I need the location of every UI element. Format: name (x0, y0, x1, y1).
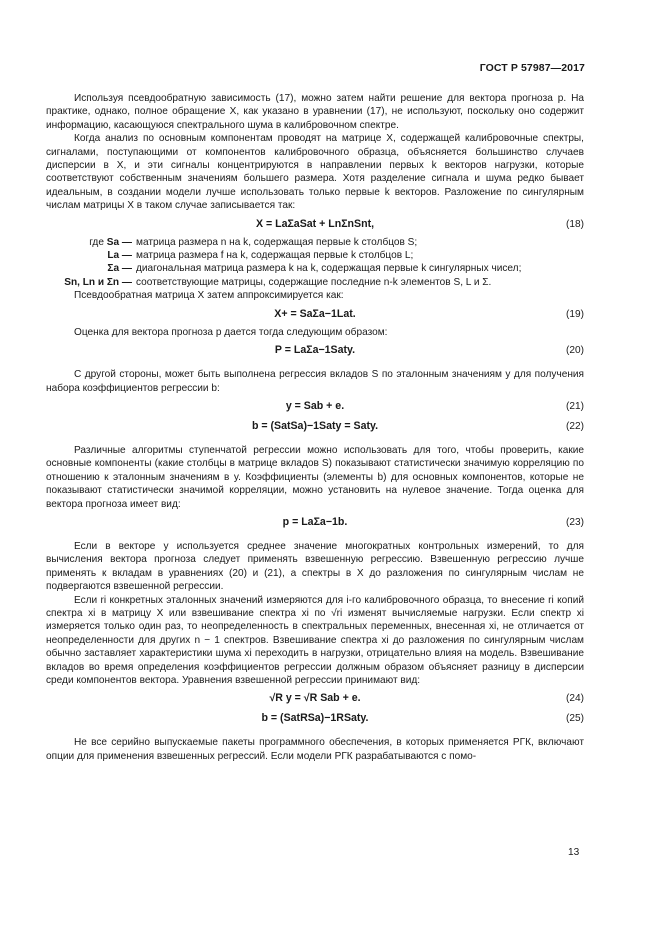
paragraph: Не все серийно выпускаемые пакеты программного обеспечения, в которых применяется РГК, включают опции для применения взвешенных регрессий. Если модели РГК разрабатываются с помо- (46, 737, 584, 762)
definition-text: матрица размера f на k, содержащая первые k столбцов L; (136, 250, 414, 262)
definition-row (46, 262, 584, 275)
equation-number: (21) (566, 400, 584, 412)
paragraph: Различные алгоритмы ступенчатой регрессии можно использовать для того, чтобы проверить, какие основные компоненты (какие столбцы в матрице вкладов S) показывают статистически значимую корреляцию по отношению к эталонным значениям в y. Коэффициенты (элементы b) для основных компонентов, которые не показывают статистически значимой корреляции, можно установить на нулевое значение. Тогда оценка для вектора прогноза имеет вид: (46, 444, 584, 510)
equation-body: y = Sab + e. (285, 399, 345, 412)
paragraph: Когда анализ по основным компонентам проводят на матрице X, содержащей калибровочные спектры, сигналами, поступающими от компонентов калибровочного образца, объясняется большинство случаев дисперсии в X, и эти сигналы концентрируются в направлении первых k векторов нагрузки, которые соответствуют собственным значениям большего размера. Хотя разделение сигнала и шума редко бывает идеальным, в создании модели лучше использовать только первые k векторов. Разложение по сингулярным числам матрицы X в таком случае записывается так: (46, 133, 584, 212)
document-code: ГОСТ Р 57987—2017 (479, 62, 585, 74)
definition-symbol-text: La — (107, 250, 132, 262)
paragraph: Оценка для вектора прогноза p дается тогда следующим образом: (74, 326, 388, 338)
definition-text: соответствующие матрицы, содержащие последние n-k элементов S, L и Σ. (136, 276, 492, 288)
definition-symbol (46, 236, 136, 249)
definition-row (46, 236, 584, 249)
paragraph: Используя псевдообратную зависимость (17), можно затем найти решение для вектора прогноза p. На практике, однако, полное обращение X, как указано в уравнении (17), не используют, поскольку оно содержит информацию, касающуюся спектрального шума в калибровочном спектре. (46, 93, 584, 131)
equation-body: p = LaΣa−1b. (282, 515, 348, 528)
equation-body: b = (SatSa)−1Saty = Saty. (251, 419, 379, 432)
equation-25 (46, 710, 584, 727)
page-body (46, 92, 584, 763)
definition-text: матрица размера n на k, содержащая первые k столбцов S; (136, 236, 418, 248)
equation-23 (46, 514, 584, 531)
equation-body: X+ = SaΣa−1Lat. (274, 307, 356, 320)
definition-symbol (46, 262, 136, 275)
paragraph: С другой стороны, может быть выполнена регрессия вкладов S по эталонным значениям y для получения набора коэффициентов регрессии b: (46, 369, 584, 394)
definition-symbol (46, 249, 136, 262)
paragraph: Псевдообратная матрица X затем аппроксимируется как: (74, 290, 344, 302)
defs-intro: где (89, 236, 104, 248)
equation-22 (46, 418, 584, 435)
equation-19 (46, 306, 584, 323)
equation-20 (46, 342, 584, 359)
page-number: 13 (568, 847, 580, 858)
definition-row (46, 276, 584, 289)
equation-18 (46, 216, 584, 233)
paragraph: Если ri конкретных эталонных значений измеряются для i-го калибровочного образца, то внесение ri копий спектра xi в матрицу X или взвешивание спектра xi по √ri изменят вычисляемые нагрузки. Если спектр xi измеряется только один раз, то неопределенность в спектральных переменных, внесенная xi, не отличается от неопределенности для других n − 1 спектров. Взвешивание спектра xi до разложения по сингулярным числам обычно заставляет характеристики шума xi переходить в нагрузки, отрицательно влияя на модель. Взвешивание вкладов во время определения коэффициентов регрессии должным образом объясняет разницу в дисперсии среди компонентов вектора. Уравнения взвешенной регрессии принимают вид: (46, 594, 584, 686)
equation-body: P = LaΣa−1Saty. (274, 344, 356, 357)
paragraph: Если в векторе y используется среднее значение многократных контрольных измерений, то для вычисления вектора прогноза следует применять взвешенную регрессию. Взвешенную регрессию лучше применять к вкладам в уравнениях (20) и (21), а спектры в X до разложения по сингулярным числам не подвергаются взвешенной регрессии. (46, 540, 584, 593)
definition-symbol-text: Sa — (106, 236, 132, 248)
equation-number: (25) (566, 713, 584, 725)
definition-symbol (46, 276, 136, 289)
equation-number: (18) (566, 218, 584, 230)
definition-text: диагональная матрица размера k на k, содержащая первые k сингулярных чисел; (136, 263, 522, 275)
equation-body: b = (SatRSa)−1RSaty. (261, 712, 369, 725)
definition-row (46, 249, 584, 262)
equation-number: (24) (566, 693, 584, 705)
equation-24 (46, 690, 584, 707)
definitions-list (46, 236, 584, 290)
definition-symbol-text: Σa — (107, 263, 132, 275)
equation-body: X = LaΣaSat + LnΣnSnt, (255, 217, 375, 230)
equation-number: (22) (566, 420, 584, 432)
equation-number: (19) (566, 308, 584, 320)
equation-21 (46, 398, 584, 415)
equation-number: (20) (566, 345, 584, 357)
equation-body: √R y = √R Sab + e. (269, 692, 361, 705)
definition-symbol-text: Sn, Ln и Σn — (64, 276, 132, 288)
equation-number: (23) (566, 516, 584, 528)
